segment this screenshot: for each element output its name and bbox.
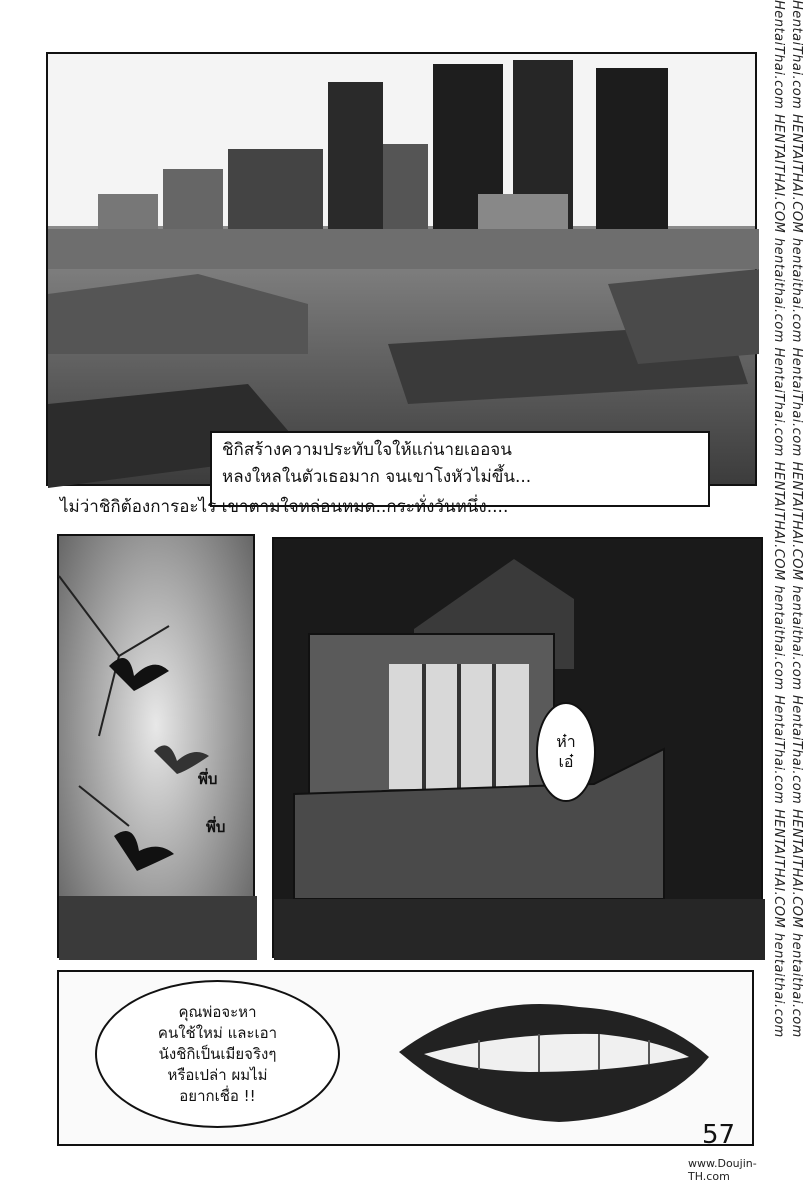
- speech-line-4: หรือเปล่า ผมไม่: [167, 1065, 268, 1084]
- watermark-strip-1: HentaiThai.com HENTAITHAI.COM hentaithai.com HentaiThai.com HENTAITHAI.COM hentaithai.com HentaiThai.com HENTAITHAI.COM hentaithai.com: [771, 0, 786, 1038]
- watermark-strip-2: HentaiThai.com HENTAITHAI.COM hentaithai.com HentaiThai.com HENTAITHAI.COM hentaithai.com HentaiThai.com HENTAITHAI.COM hentaithai.com: [789, 0, 804, 1038]
- narration-text: ไม่ว่าชิกิต้องการอะไร เขาตามใจหล่อนหมด..กระทั่งวันหนึ่ง....: [60, 497, 509, 517]
- birds-illustration: [59, 536, 257, 960]
- panel-city-skyline: [46, 52, 757, 486]
- speech-line-1: คุณพ่อจะหา: [178, 1002, 257, 1021]
- speech-line-3: นังชิกิเป็นเมียจริงๆ: [158, 1044, 277, 1063]
- speech-line-1: ห๋า: [556, 732, 576, 751]
- speech-bubble-dialogue: [95, 980, 340, 1128]
- page-number: 57: [702, 1120, 736, 1150]
- caption-line-2: หลงใหลในตัวเธอมาก จนเขาโงหัวไม่ขึ้น...: [222, 467, 532, 487]
- speech-line-5: อยากเชื่อ !!: [179, 1086, 256, 1105]
- speech-bubble-surprise: [536, 702, 596, 802]
- skyline-illustration: [48, 54, 759, 488]
- sound-effect-flap-2: พึ่บ: [206, 818, 226, 836]
- credit-link[interactable]: www.Doujin-TH.com: [688, 1157, 757, 1183]
- building-illustration: [274, 539, 765, 960]
- caption-line-1: ชิกิสร้างความประทับใจให้แก่นายเออจน: [222, 440, 512, 460]
- speech-line-2: คนใช้ใหม่ และเอา: [157, 1023, 278, 1042]
- panel-lips-closeup: [57, 970, 754, 1146]
- sound-effect-flap-1: พึ่บ: [198, 770, 218, 788]
- panel-building-night: [272, 537, 763, 958]
- speech-line-2: เอ๋: [558, 752, 574, 771]
- panel-birds-sky: [57, 534, 255, 958]
